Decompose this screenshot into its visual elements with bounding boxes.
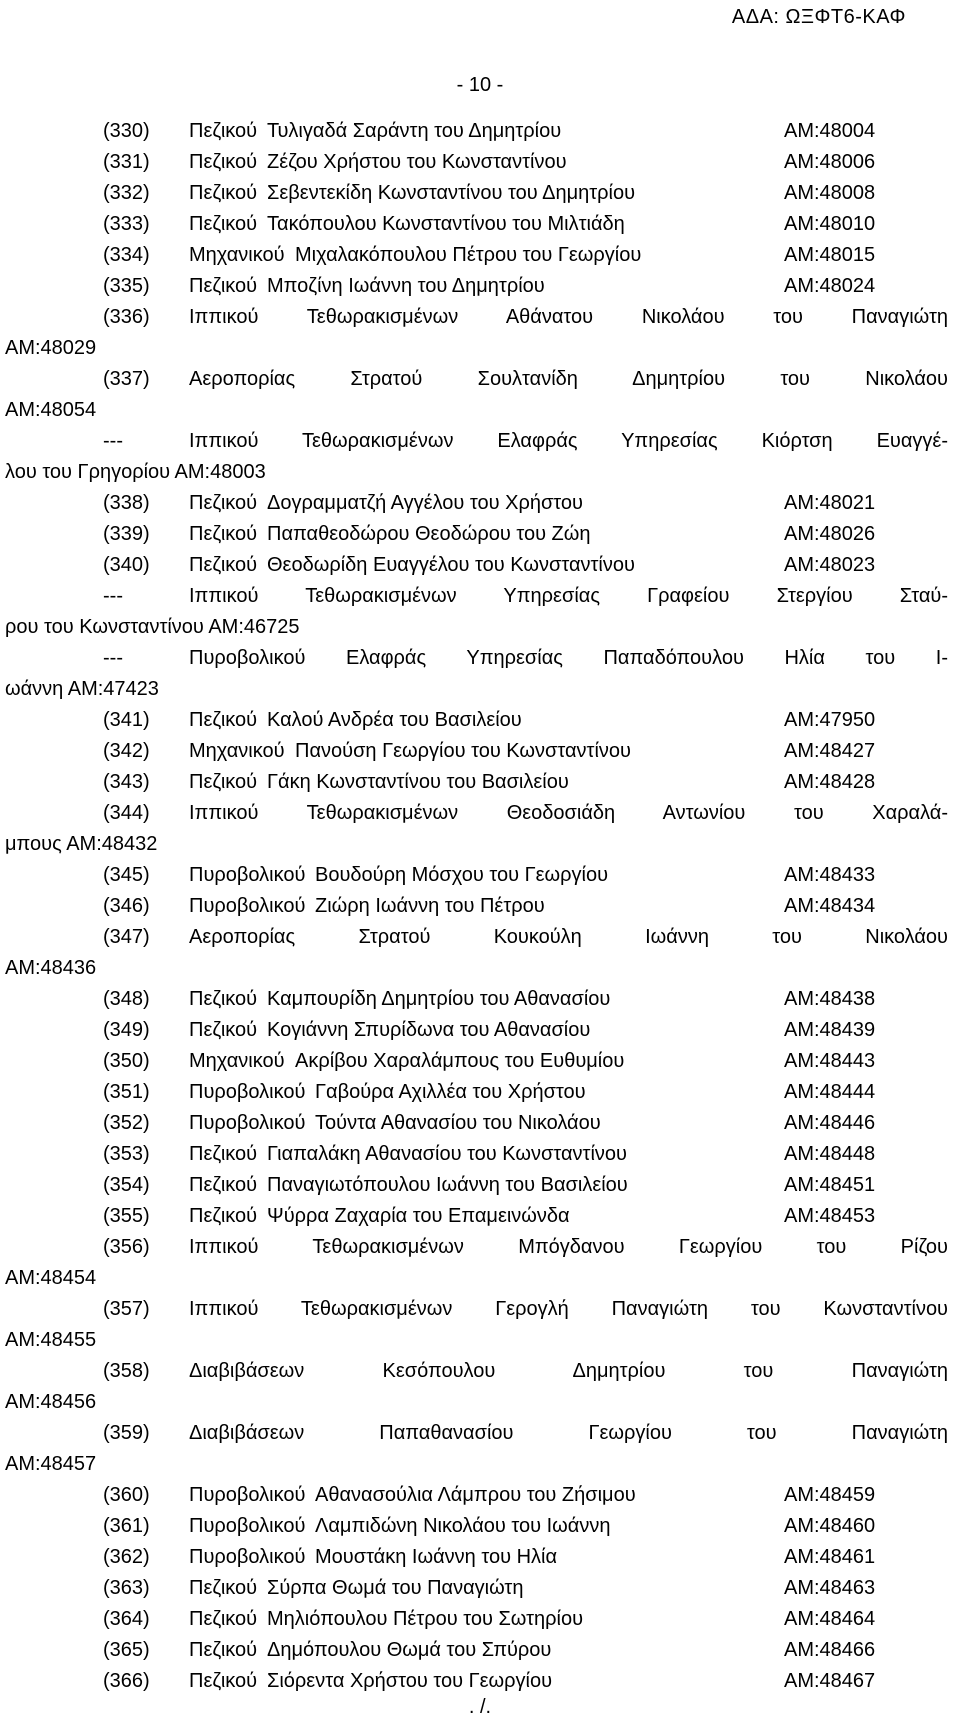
entry-text-continued: ΑΜ:48029	[5, 337, 97, 359]
entry-number: (357)	[103, 1298, 150, 1320]
list-item	[0, 1108, 960, 1139]
entry-am: ΑΜ:48443	[784, 1050, 876, 1072]
list-item	[0, 767, 960, 798]
entry-name: Ζιώρη Ιωάννη του Πέτρου	[315, 895, 545, 917]
entry-text-continued: λου του Γρηγορίου ΑΜ:48003	[5, 461, 266, 483]
entry-am: ΑΜ:48021	[784, 492, 876, 514]
entry-text-continued: ΑΜ:48436	[5, 957, 97, 979]
entry-rank: Πυροβολικού	[189, 1515, 306, 1537]
entry-number: (348)	[103, 988, 150, 1010]
entry-text-continued: μπους ΑΜ:48432	[5, 833, 158, 855]
list-item	[0, 1294, 960, 1325]
entry-text: Ιππικού Τεθωρακισμένων Γερογλή Παναγιώτη του Κωνσταντίνου	[189, 1298, 948, 1320]
list-item	[0, 240, 960, 271]
entry-name: Γαβούρα Αχιλλέα του Χρήστου	[315, 1081, 586, 1103]
entry-text-continued: ΑΜ:48457	[5, 1453, 97, 1475]
entry-rank: Πυροβολικού	[189, 864, 306, 886]
entry-number: (333)	[103, 213, 150, 235]
entry-name: Πανούση Γεωργίου του Κωνσταντίνου	[295, 740, 631, 762]
entry-name: Μηλιόπουλου Πέτρου του Σωτηρίου	[267, 1608, 584, 1630]
entry-text: Διαβιβάσεων Παπαθανασίου Γεωργίου του Παναγιώτη	[189, 1422, 948, 1444]
list-item	[0, 302, 960, 333]
list-item	[0, 1480, 960, 1511]
entry-number: (340)	[103, 554, 150, 576]
entry-am: ΑΜ:48428	[784, 771, 876, 793]
list-item	[0, 1015, 960, 1046]
entry-number: (350)	[103, 1050, 150, 1072]
entry-rank: Πεζικού	[189, 151, 258, 173]
entry-am: ΑΜ:48466	[784, 1639, 876, 1661]
entry-rank: Πεζικού	[189, 182, 258, 204]
entry-am: ΑΜ:48448	[784, 1143, 876, 1165]
list-item	[0, 1170, 960, 1201]
list-item	[0, 1232, 960, 1263]
entry-name: Ζέζου Χρήστου του Κωνσταντίνου	[267, 151, 567, 173]
entry-number: (362)	[103, 1546, 150, 1568]
entry-number: (331)	[103, 151, 150, 173]
entry-rank: Πεζικού	[189, 1639, 258, 1661]
list-item	[0, 1139, 960, 1170]
entry-number: (339)	[103, 523, 150, 545]
list-item	[0, 891, 960, 922]
entry-rank: Πεζικού	[189, 213, 258, 235]
entry-text-continued: ΑΜ:48456	[5, 1391, 97, 1413]
entry-text: Ιππικού Τεθωρακισμένων Αθάνατου Νικολάου του Παναγιώτη	[189, 306, 948, 328]
entry-text-continued: ΑΜ:48454	[5, 1267, 97, 1289]
entry-text-continued: ρου του Κωνσταντίνου ΑΜ:46725	[5, 616, 300, 638]
list-item	[0, 1666, 960, 1697]
entry-name: Ψύρρα Ζαχαρία του Επαμεινώνδα	[267, 1205, 570, 1227]
entry-number: (363)	[103, 1577, 150, 1599]
entry-name: Μουστάκη Ιωάννη του Ηλία	[315, 1546, 558, 1568]
page-number: - 10 -	[456, 74, 504, 96]
list-item-continuation	[0, 395, 960, 426]
entry-am: ΑΜ:48427	[784, 740, 876, 762]
entry-rank: Πεζικού	[189, 523, 258, 545]
entry-number: (335)	[103, 275, 150, 297]
entry-number: (361)	[103, 1515, 150, 1537]
list-item	[0, 178, 960, 209]
list-item	[0, 581, 960, 612]
entry-rank: Μηχανικού	[189, 1050, 285, 1072]
entry-am: ΑΜ:48446	[784, 1112, 876, 1134]
entry-am: ΑΜ:48460	[784, 1515, 876, 1537]
entry-am: ΑΜ:47950	[784, 709, 876, 731]
footer-mark: . /.	[468, 1696, 492, 1718]
entry-number: ---	[103, 585, 123, 607]
list-item	[0, 116, 960, 147]
list-item-continuation	[0, 953, 960, 984]
entry-text-continued: ωάννη ΑΜ:47423	[5, 678, 159, 700]
entry-rank: Πυροβολικού	[189, 1484, 306, 1506]
list-item	[0, 488, 960, 519]
entry-name: Ακρίβου Χαραλάμπους του Ευθυμίου	[295, 1050, 625, 1072]
entry-name: Αθανασούλια Λάμπρου του Ζήσιμου	[315, 1484, 636, 1506]
list-item	[0, 1604, 960, 1635]
entry-name: Γιαπαλάκη Αθανασίου του Κωνσταντίνου	[267, 1143, 627, 1165]
entry-number: (346)	[103, 895, 150, 917]
list-item	[0, 1511, 960, 1542]
entry-rank: Πυροβολικού	[189, 895, 306, 917]
entry-number: (366)	[103, 1670, 150, 1692]
entry-number: (353)	[103, 1143, 150, 1165]
entry-am: ΑΜ:48438	[784, 988, 876, 1010]
list-item	[0, 643, 960, 674]
entry-text: Ιππικού Τεθωρακισμένων Θεοδοσιάδη Αντωνίου του Χαραλά-	[189, 802, 948, 824]
entry-rank: Πεζικού	[189, 1577, 258, 1599]
list-item	[0, 209, 960, 240]
entry-name: Γάκη Κωνσταντίνου του Βασιλείου	[267, 771, 569, 793]
entry-rank: Πεζικού	[189, 554, 258, 576]
entry-text: Ιππικού Τεθωρακισμένων Υπηρεσίας Γραφείου Στεργίου Σταύ-	[189, 585, 948, 607]
list-item-continuation	[0, 1325, 960, 1356]
entry-am: ΑΜ:48015	[784, 244, 876, 266]
entry-rank: Πυροβολικού	[189, 1546, 306, 1568]
entry-number: (359)	[103, 1422, 150, 1444]
entry-rank: Πεζικού	[189, 709, 258, 731]
list-item-continuation	[0, 612, 960, 643]
list-item-continuation	[0, 1449, 960, 1480]
entry-rank: Πεζικού	[189, 1019, 258, 1041]
entry-number: (354)	[103, 1174, 150, 1196]
entry-rank: Πεζικού	[189, 1174, 258, 1196]
entry-am: ΑΜ:48451	[784, 1174, 876, 1196]
entry-number: (356)	[103, 1236, 150, 1258]
entry-am: ΑΜ:48433	[784, 864, 876, 886]
entry-am: ΑΜ:48004	[784, 120, 876, 142]
entry-number: (344)	[103, 802, 150, 824]
entry-number: (360)	[103, 1484, 150, 1506]
entry-name: Σεβεντεκίδη Κωνσταντίνου του Δημητρίου	[267, 182, 636, 204]
entry-number: (341)	[103, 709, 150, 731]
list-item	[0, 1542, 960, 1573]
entry-name: Καλού Ανδρέα του Βασιλείου	[267, 709, 522, 731]
entry-text: Διαβιβάσεων Κεσόπουλου Δημητρίου του Παναγιώτη	[189, 1360, 948, 1382]
entry-name: Σιόρεντα Χρήστου του Γεωργίου	[267, 1670, 553, 1692]
entry-name: Παπαθεοδώρου Θεοδώρου του Ζώη	[267, 523, 591, 545]
entry-number: ---	[103, 647, 123, 669]
entry-number: (349)	[103, 1019, 150, 1041]
entry-text: Ιππικού Τεθωρακισμένων Ελαφράς Υπηρεσίας Κιόρτση Ευαγγέ-	[189, 430, 948, 452]
entry-number: (364)	[103, 1608, 150, 1630]
list-item	[0, 1046, 960, 1077]
list-item-continuation	[0, 674, 960, 705]
entry-am: ΑΜ:48006	[784, 151, 876, 173]
entry-text-continued: ΑΜ:48455	[5, 1329, 97, 1351]
entry-name: Βουδούρη Μόσχου του Γεωργίου	[315, 864, 609, 886]
entry-name: Τυλιγαδά Σαράντη του Δημητρίου	[267, 120, 562, 142]
entry-text: Αεροπορίας Στρατού Κουκούλη Ιωάννη του Νικολάου	[189, 926, 948, 948]
entry-list	[0, 116, 960, 1697]
entry-am: ΑΜ:48459	[784, 1484, 876, 1506]
entry-text: Ιππικού Τεθωρακισμένων Μπόγδανου Γεωργίου του Ρίζου	[189, 1236, 948, 1258]
list-item-continuation	[0, 457, 960, 488]
entry-name: Δογραμματζή Αγγέλου του Χρήστου	[267, 492, 583, 514]
list-item	[0, 426, 960, 457]
entry-number: (352)	[103, 1112, 150, 1134]
entry-name: Μποζίνη Ιωάννη του Δημητρίου	[267, 275, 545, 297]
entry-number: (345)	[103, 864, 150, 886]
entry-am: ΑΜ:48439	[784, 1019, 876, 1041]
entry-name: Σύρπα Θωμά του Παναγιώτη	[267, 1577, 524, 1599]
entry-text: Πυροβολικού Ελαφράς Υπηρεσίας Παπαδόπουλου Ηλία του Ι-	[189, 647, 948, 669]
ada-code: ΑΔΑ: ΩΞΦΤ6-ΚΑΦ	[731, 6, 906, 28]
entry-rank: Πυροβολικού	[189, 1081, 306, 1103]
entry-number: (337)	[103, 368, 150, 390]
list-item	[0, 705, 960, 736]
entry-am: ΑΜ:48444	[784, 1081, 876, 1103]
entry-number: (332)	[103, 182, 150, 204]
entry-am: ΑΜ:48023	[784, 554, 876, 576]
entry-am: ΑΜ:48010	[784, 213, 876, 235]
entry-number: (347)	[103, 926, 150, 948]
entry-am: ΑΜ:48467	[784, 1670, 876, 1692]
entry-number: (342)	[103, 740, 150, 762]
entry-am: ΑΜ:48461	[784, 1546, 876, 1568]
entry-rank: Πεζικού	[189, 1608, 258, 1630]
entry-name: Παναγιωτόπουλου Ιωάννη του Βασιλείου	[267, 1174, 628, 1196]
entry-name: Λαμπιδώνη Νικολάου του Ιωάννη	[315, 1515, 611, 1537]
list-item-continuation	[0, 829, 960, 860]
list-item	[0, 736, 960, 767]
entry-am: ΑΜ:48463	[784, 1577, 876, 1599]
entry-rank: Πεζικού	[189, 1205, 258, 1227]
list-item	[0, 1573, 960, 1604]
entry-rank: Πεζικού	[189, 1143, 258, 1165]
list-item	[0, 1418, 960, 1449]
entry-text: Αεροπορίας Στρατού Σουλτανίδη Δημητρίου του Νικολάου	[189, 368, 948, 390]
entry-rank: Πεζικού	[189, 275, 258, 297]
entry-am: ΑΜ:48024	[784, 275, 876, 297]
list-item	[0, 1201, 960, 1232]
entry-am: ΑΜ:48008	[784, 182, 876, 204]
list-item	[0, 1356, 960, 1387]
entry-name: Τακόπουλου Κωνσταντίνου του Μιλτιάδη	[267, 213, 625, 235]
entry-number: (330)	[103, 120, 150, 142]
list-item	[0, 798, 960, 829]
entry-name: Κογιάννη Σπυρίδωνα του Αθανασίου	[267, 1019, 591, 1041]
list-item	[0, 984, 960, 1015]
entry-number: (336)	[103, 306, 150, 328]
entry-rank: Μηχανικού	[189, 244, 285, 266]
list-item-continuation	[0, 1263, 960, 1294]
list-item	[0, 860, 960, 891]
entry-name: Μιχαλακόπουλου Πέτρου του Γεωργίου	[295, 244, 642, 266]
list-item	[0, 550, 960, 581]
list-item	[0, 922, 960, 953]
entry-name: Θεοδωρίδη Ευαγγέλου του Κωνσταντίνου	[267, 554, 635, 576]
entry-name: Δημόπουλου Θωμά του Σπύρου	[267, 1639, 552, 1661]
entry-number: (358)	[103, 1360, 150, 1382]
list-item-continuation	[0, 333, 960, 364]
entry-rank: Πεζικού	[189, 988, 258, 1010]
entry-rank: Πεζικού	[189, 771, 258, 793]
entry-number: (338)	[103, 492, 150, 514]
entry-am: ΑΜ:48464	[784, 1608, 876, 1630]
entry-am: ΑΜ:48434	[784, 895, 876, 917]
list-item	[0, 271, 960, 302]
entry-number: ---	[103, 430, 123, 452]
entry-number: (334)	[103, 244, 150, 266]
entry-number: (365)	[103, 1639, 150, 1661]
entry-rank: Πεζικού	[189, 492, 258, 514]
list-item	[0, 147, 960, 178]
entry-name: Τούντα Αθανασίου του Νικολάου	[315, 1112, 601, 1134]
list-item	[0, 1077, 960, 1108]
entry-rank: Πεζικού	[189, 1670, 258, 1692]
entry-number: (351)	[103, 1081, 150, 1103]
list-item	[0, 519, 960, 550]
entry-am: ΑΜ:48026	[784, 523, 876, 545]
entry-number: (355)	[103, 1205, 150, 1227]
entry-am: ΑΜ:48453	[784, 1205, 876, 1227]
list-item	[0, 364, 960, 395]
entry-rank: Πεζικού	[189, 120, 258, 142]
entry-rank: Μηχανικού	[189, 740, 285, 762]
entry-text-continued: ΑΜ:48054	[5, 399, 97, 421]
entry-name: Καμπουρίδη Δημητρίου του Αθανασίου	[267, 988, 611, 1010]
list-item	[0, 1635, 960, 1666]
entry-number: (343)	[103, 771, 150, 793]
list-item-continuation	[0, 1387, 960, 1418]
entry-rank: Πυροβολικού	[189, 1112, 306, 1134]
